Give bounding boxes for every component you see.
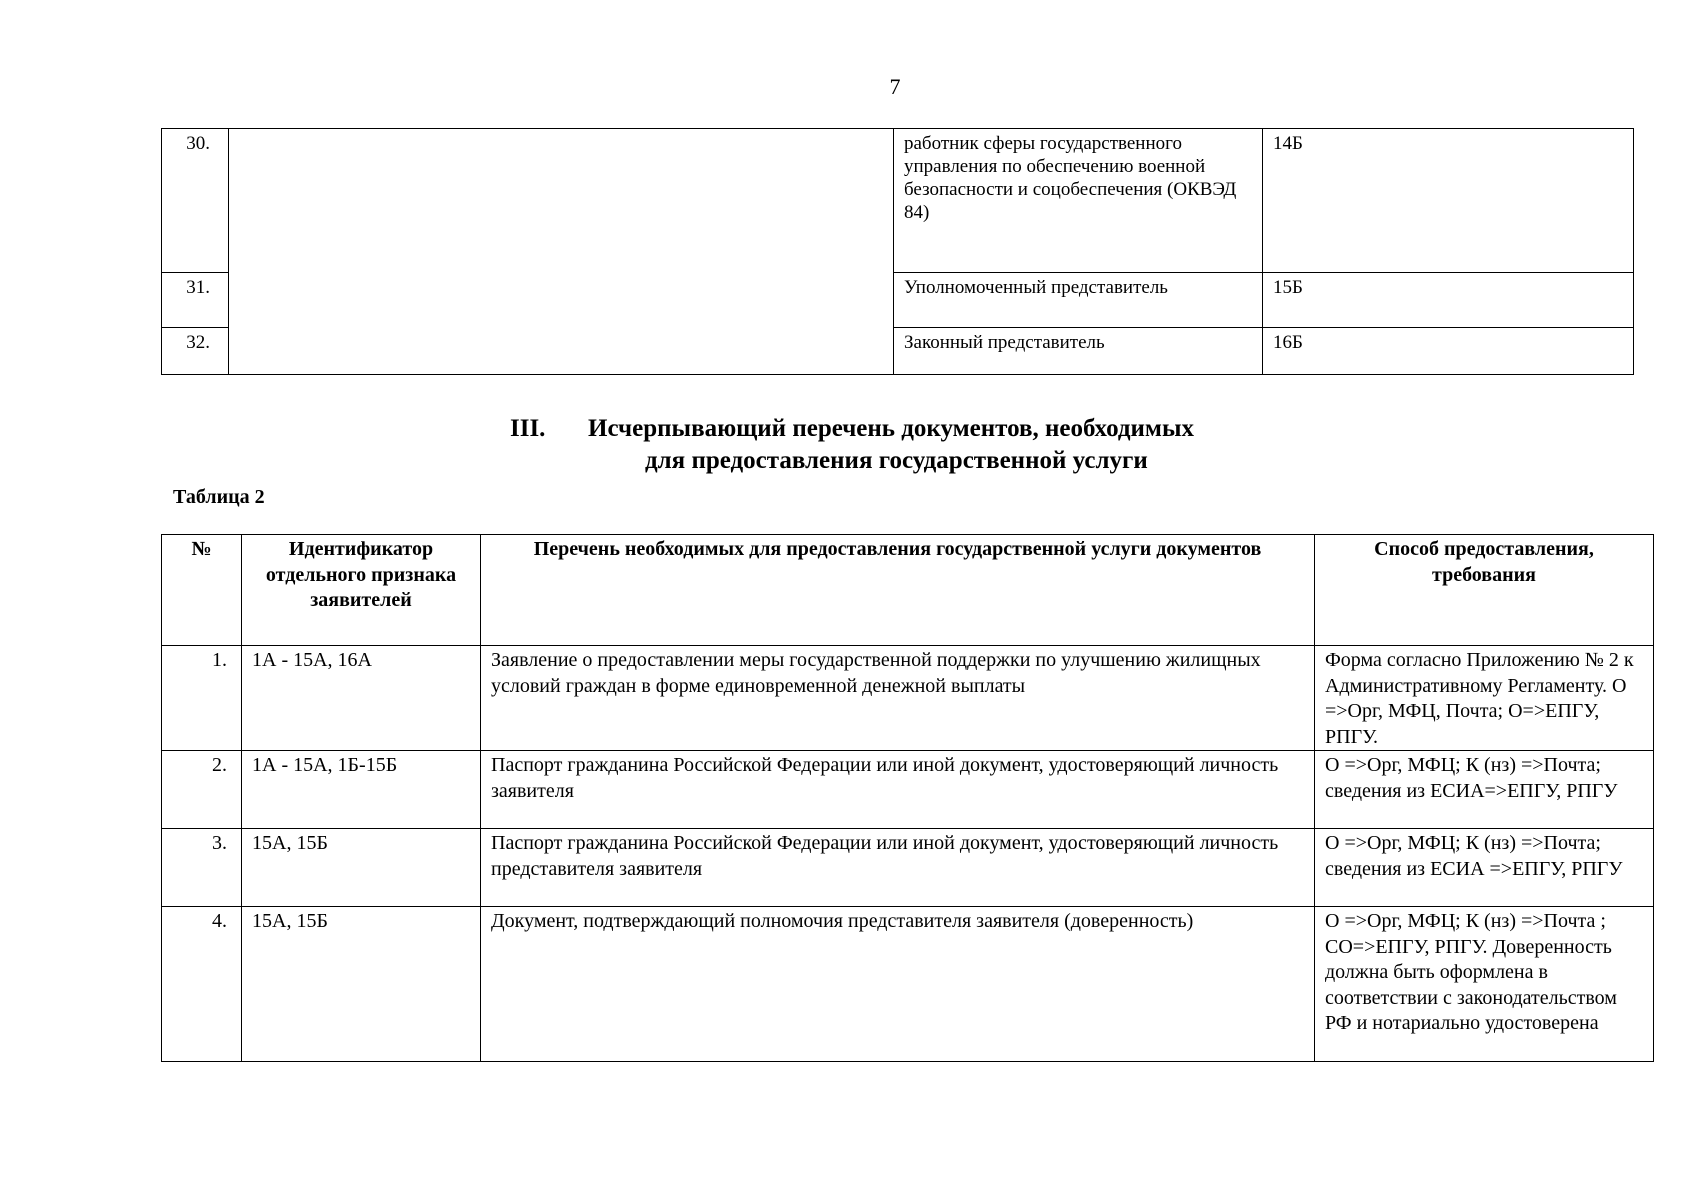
- table-row: [162, 751, 1654, 829]
- row-identifier: 1А - 15А, 1Б-15Б: [242, 751, 481, 829]
- section-title-line1: Исчерпывающий перечень документов, необходимых: [588, 415, 1194, 442]
- section-number: III.: [510, 415, 546, 442]
- row-document: Документ, подтверждающий полномочия представителя заявителя (доверенность): [481, 907, 1315, 1062]
- row-identifier: 15А, 15Б: [242, 829, 481, 907]
- merged-empty-cell: [229, 129, 894, 375]
- table-row: [162, 907, 1654, 1062]
- row-identifier: 15А, 15Б: [242, 907, 481, 1062]
- row-document: Паспорт гражданина Российской Федерации или иной документ, удостоверяющий личность заявителя: [481, 751, 1315, 829]
- category-description: Законный представитель: [894, 328, 1263, 375]
- table-row: [162, 646, 1654, 751]
- row-number: 31.: [162, 273, 229, 328]
- row-number: 32.: [162, 328, 229, 375]
- row-number: 2.: [162, 751, 242, 829]
- row-number: 30.: [162, 129, 229, 273]
- header-identifier: Идентификатор отдельного признака заявителей: [242, 535, 481, 646]
- table-caption: Таблица 2: [173, 486, 265, 508]
- table-row: [162, 829, 1654, 907]
- row-identifier: 1А - 15А, 16А: [242, 646, 481, 751]
- row-method: Форма согласно Приложению № 2 к Административному Регламенту. О =>Орг, МФЦ, Почта; О=>ЕПГУ, РПГУ.: [1315, 646, 1654, 751]
- category-description: Уполномоченный представитель: [894, 273, 1263, 328]
- documents-table: [161, 534, 1654, 1062]
- table-header-row: [162, 535, 1654, 646]
- category-code: 16Б: [1263, 328, 1634, 375]
- row-document: Паспорт гражданина Российской Федерации или иной документ, удостоверяющий личность представителя заявителя: [481, 829, 1315, 907]
- row-document: Заявление о предоставлении меры государственной поддержки по улучшению жилищных условий граждан в форме единовременной денежной выплаты: [481, 646, 1315, 751]
- section-heading: [500, 413, 1340, 477]
- header-method: Способ предоставления, требования: [1315, 535, 1654, 646]
- row-number: 4.: [162, 907, 242, 1062]
- row-method: О =>Орг, МФЦ; К (нз) =>Почта ; СО=>ЕПГУ, РПГУ. Доверенность должна быть оформлена в соответствии с законодательством РФ и нотариально удостоверена: [1315, 907, 1654, 1062]
- row-method: О =>Орг, МФЦ; К (нз) =>Почта; сведения из ЕСИА=>ЕПГУ, РПГУ: [1315, 751, 1654, 829]
- table-row: [162, 129, 1634, 273]
- category-code: 14Б: [1263, 129, 1634, 273]
- row-number: 1.: [162, 646, 242, 751]
- category-code: 15Б: [1263, 273, 1634, 328]
- row-method: О =>Орг, МФЦ; К (нз) =>Почта; сведения из ЕСИА =>ЕПГУ, РПГУ: [1315, 829, 1654, 907]
- section-title-line2: для предоставления государственной услуги: [645, 447, 1148, 474]
- category-description: работник сферы государственного управления по обеспечению военной безопасности и соцобеспечения (ОКВЭД 84): [894, 129, 1263, 273]
- page-number: 7: [889, 74, 901, 99]
- row-number: 3.: [162, 829, 242, 907]
- header-documents: Перечень необходимых для предоставления государственной услуги документов: [481, 535, 1315, 646]
- applicant-categories-table-continuation: [161, 128, 1634, 375]
- header-num: №: [162, 535, 242, 646]
